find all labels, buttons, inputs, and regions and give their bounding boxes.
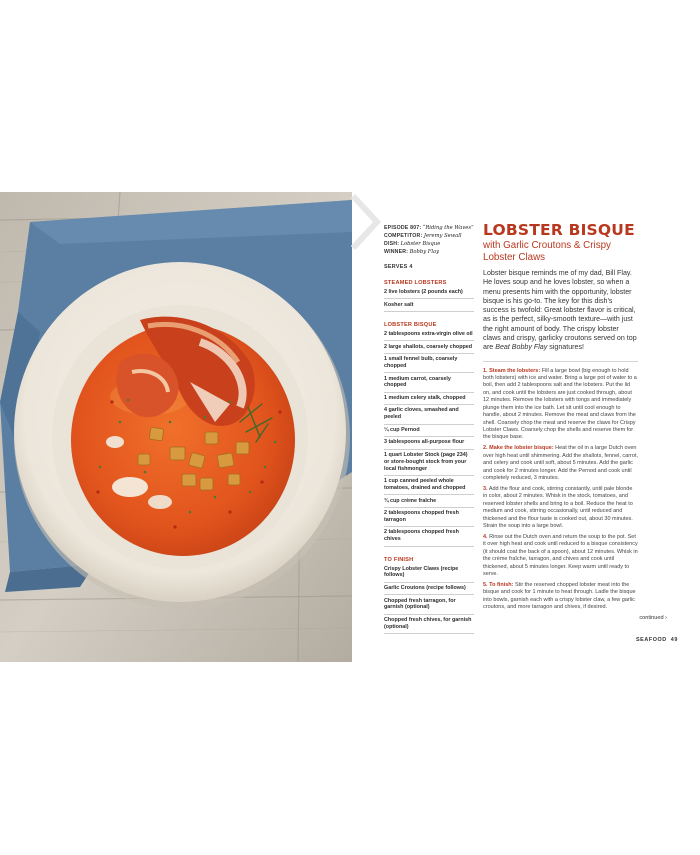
- ingredient-item: 1 medium celery stalk, chopped: [384, 395, 474, 405]
- episode-meta: [384, 224, 474, 256]
- ingredient-list-bisque: [384, 331, 474, 547]
- step-number: 2.: [483, 445, 488, 452]
- step-text: Fill a large bowl (big enough to hold both lobsters) with ice and water. Bring a large pot of water to a boil, then add 2 tablespoons salt and the lobsters. Put the lid on, and cook until the lobsters are just cooked through, about 12 minutes. Remove the lobsters with tongs and immediately plunge them into the ice bath. Let sit until cool enough to handle, about 2 minutes. Remove the meat and claws from the shell. Coarsely chop the meat and reserve the claws for Crispy Lobster Claws. Coarsely chop the shells and reserve them for the bisque base.: [483, 367, 637, 441]
- ingredient-item: 2 large shallots, coarsely chopped: [384, 344, 474, 354]
- ingredient-item: 2 live lobsters (2 pounds each): [384, 289, 474, 299]
- meta-key: WINNER:: [384, 249, 409, 255]
- ingredient-list-finish: [384, 566, 474, 635]
- ingredient-item: Crispy Lobster Claws (recipe follows): [384, 566, 474, 583]
- ingredient-item: 2 tablespoons chopped fresh chives: [384, 529, 474, 546]
- chevron-right-icon: [347, 192, 387, 252]
- recipe-title: LOBSTER BISQUE: [483, 221, 635, 239]
- meta-value: “Riding the Waves”: [422, 225, 474, 231]
- meta-key: DISH:: [384, 241, 400, 247]
- ingredient-list-steamed: [384, 289, 474, 312]
- continued-label: continued ›: [639, 615, 667, 621]
- recipe-step: [483, 486, 638, 530]
- meta-dish: [384, 240, 474, 248]
- step-number: 1.: [483, 367, 488, 374]
- recipe-step: [483, 445, 638, 482]
- ingredient-item: 3 tablespoons all-purpose flour: [384, 439, 474, 449]
- recipe-column: [483, 222, 638, 615]
- divider: [483, 361, 638, 362]
- recipe-step: [483, 534, 638, 578]
- ingredient-item: Kosher salt: [384, 302, 474, 312]
- meta-value: Jeremy Sewall: [423, 233, 462, 239]
- page-number: 49: [670, 637, 678, 643]
- page-footer: [636, 637, 678, 643]
- intro-show-name: Beat Bobby Flay: [495, 343, 548, 352]
- ingredient-item: ¼ cup Pernod: [384, 427, 474, 437]
- ingredient-item: ¾ cup crème fraîche: [384, 498, 474, 508]
- step-lead: To finish:: [489, 582, 514, 589]
- footer-section: SEAFOOD: [635, 637, 667, 643]
- serves-label: SERVES 4: [384, 264, 413, 270]
- recipe-step: [483, 368, 638, 442]
- meta-value: Lobster Bisque: [400, 241, 441, 247]
- ingredient-item: 1 small fennel bulb, coarsely chopped: [384, 356, 474, 373]
- meta-winner: [384, 248, 474, 256]
- meta-key: EPISODE 807:: [384, 225, 422, 231]
- recipe-intro: [483, 269, 638, 353]
- ingredient-item: 1 quart Lobster Stock (page 234) or store-bought stock from your local fishmonger: [384, 452, 474, 476]
- lobster-bisque-photo: [0, 192, 352, 662]
- ingredient-item: 2 tablespoons chopped fresh tarragon: [384, 510, 474, 527]
- ingredient-heading-finish: TO FINISH: [384, 556, 414, 563]
- intro-text: Lobster bisque reminds me of my dad, Bill Flay. He loves soup and he loves lobster, so when a menu presents him with the opportunity, lobster bisque is his go-to. The key for this dish’s success is twofold: Great lobster flavor is critical, as is the perfect, silky-smooth texture—with just the right amount of body. The crispy lobster claws and crispy, garlicky croutons served on top are: [483, 269, 637, 352]
- step-text: Heat the oil in a large Dutch oven over high heat until shimmering. Add the shallots, fennel, carrot, and celery and cook until soft, about 5 minutes. Add the garlic and cook for 2 minutes longer. Add the Pernod and cook until completely reduced, 3 minutes.: [483, 445, 639, 481]
- ingredient-item: 2 tablespoons extra-virgin olive oil: [384, 331, 474, 341]
- ingredient-heading-steamed: STEAMED LOBSTERS: [384, 280, 447, 286]
- step-text: Rinse out the Dutch oven and return the soup to the pot. Set it over high heat and cook until reduced to a bisque consistency (it should coat the back of a spoon), about 12 minutes. Whisk in the crème fraîche, tarragon, and chives and cook until thickened, about 5 minutes longer. Keep warm until ready to serve.: [483, 533, 638, 578]
- step-lead: Make the lobster bisque:: [489, 445, 554, 452]
- step-number: 4.: [483, 533, 488, 540]
- ingredient-item: 1 medium carrot, coarsely chopped: [384, 376, 474, 393]
- step-number: 5.: [483, 582, 488, 589]
- ingredient-heading-bisque: LOBSTER BISQUE: [384, 321, 437, 328]
- meta-competitor: [384, 232, 474, 240]
- book-spread: [0, 192, 700, 662]
- step-text: Add the flour and cook, stirring constantly, until pale blonde in color, about 2 minutes. Whisk in the stock, tomatoes, and reserved lobster shells and bring to a boil. Reduce the heat to medium and cook, stirring occasionally, until reduced and thickened and the flour taste is cooked out, about 30 minutes. Strain the soup into a large bowl.: [483, 485, 633, 529]
- intro-end: signatures!: [547, 343, 584, 352]
- meta-value: Bobby Flay: [409, 249, 440, 255]
- ingredients-sidebar: [384, 224, 474, 636]
- ingredient-item: 1 cup canned peeled whole tomatoes, drained and chopped: [384, 478, 474, 495]
- ingredient-item: Chopped fresh chives, for garnish (optional): [384, 617, 474, 634]
- step-lead: Steam the lobsters:: [489, 367, 541, 374]
- recipe-step: [483, 582, 638, 612]
- recipe-subtitle: with Garlic Croutons & Crispy Lobster Claws: [483, 240, 611, 263]
- ingredient-item: Garlic Croutons (recipe follows): [384, 585, 474, 595]
- ingredient-item: 4 garlic cloves, smashed and peeled: [384, 407, 474, 424]
- meta-episode: [384, 224, 474, 232]
- ingredient-item: Chopped fresh tarragon, for garnish (optional): [384, 598, 474, 615]
- meta-key: COMPETITOR:: [384, 233, 423, 239]
- step-number: 3.: [483, 485, 488, 492]
- recipe-steps: [483, 368, 638, 612]
- step-text: Stir the reserved chopped lobster meat into the bisque and cook for 1 minute to heat through. Ladle the bisque into bowls, garnish each with a crispy lobster claw, a few garlic croutons, and more tarragon and chives, if desired.: [483, 582, 636, 611]
